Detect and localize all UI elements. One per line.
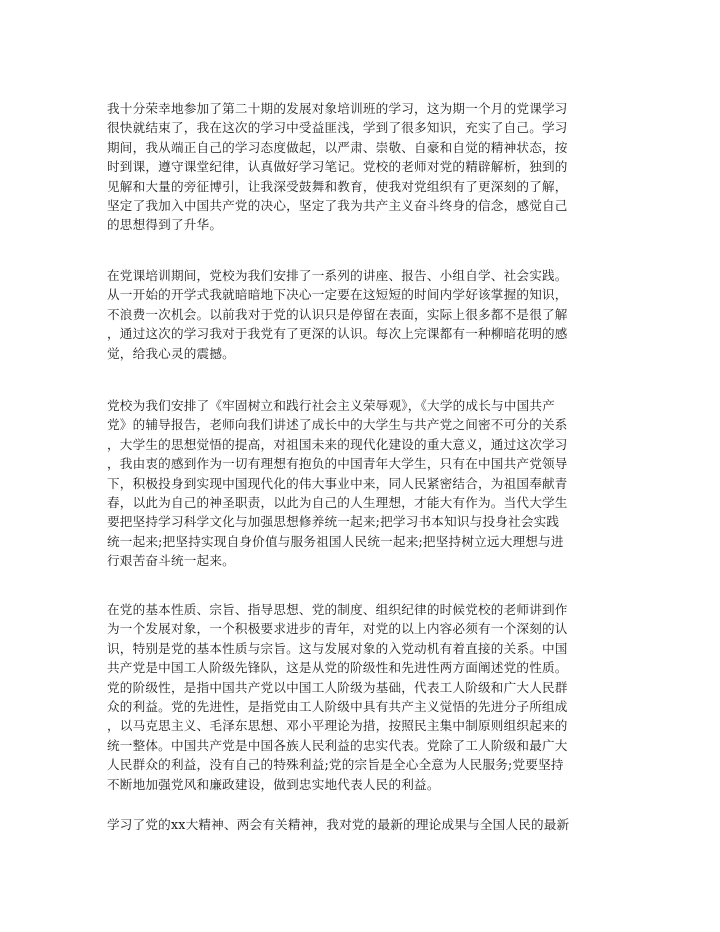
paragraph-4: 在党的基本性质、宗旨、指导思想、党的制度、组织纪律的时候党校的老师讲到作 为一个发展对象，一个积极要求进步的青年，对党的以上内容必须有一个深刻的认 识，特别是党的基本性质与宗旨。这与发展对象的入党动机有着直接的关系。中国 共产党是中国工人阶级先锋队，这是从党的阶级性和先进性两方面阐述党的性质。 党的阶级性，是指中国共产党以中国工人阶级为基础，代表工人阶级和广大人民群 众的利益。党的先进性，是指党由工人阶级中具有共产主义觉悟的先进分子所组成 ，以马克思主义、毛泽东思想、邓小平理论为措，按照民主集中制原则组织起来的 统一整体。中国共产党是中国各族人民利益的忠实代表。党除了工人阶级和最广大 人民群众的利益，没有自己的特殊利益;党的宗旨是全心全意为人民服务;党要坚持 不断地加强党风和廉政建设，做到忠实地代表人民的利益。 bbox=[107, 602, 568, 792]
paragraph-5: 学习了党的xx大精神、两会有关精神，我对党的最新的理论成果与全国人民的最新 bbox=[107, 817, 570, 832]
paragraph-3: 党校为我们安排了《牢固树立和践行社会主义荣辱观》，《大学的成长与中国共产 党》的辅导报告，老师向我们讲述了成长中的大学生与共产党之间密不可分的关系 ，大学生的思想觉悟的提高，对祖国未来的现代化建设的重大意义，通过这次学习 ，我由衷的感到作为一切有理想有抱负的中国青年大学生，只有在中国共产党领导 下，积极投身到实现中国现代化的伟大事业中来，同人民紧密结合，为祖国奉献青 春，以此为自己的神圣职责，以此为自己的人生理想，才能大有作为。当代大学生 要把坚持学习科学文化与加强思想修养统一起来;把学习书本知识与投身社会实践 统一起来;把坚持实现自身价值与服务祖国人民统一起来;把坚持树立远大理想与进 行艰苦奋斗统一起来。 bbox=[107, 398, 568, 569]
paragraph-1: 我十分荣幸地参加了第二十期的发展对象培训班的学习，这为期一个月的党课学习 很快就结束了，我在这次的学习中受益匪浅，学到了很多知识，充实了自己。学习 期间，我从端正自己的学习态度做起，以严肃、崇敬、自豪和自觉的精神状态，按 时到课，遵守课堂纪律，认真做好学习笔记。党校的老师对党的精辟解析，独到的 见解和大量的旁征博引，让我深受鼓舞和教育，使我对党组织有了更深刻的了解， 坚定了我加入中国共产党的决心，坚定了我为共产主义奋斗终身的信念，感觉自己 的思想得到了升华。 bbox=[107, 101, 568, 233]
paragraph-2: 在党课培训期间，党校为我们安排了一系列的讲座、报告、小组自学、社会实践。 从一开始的开学式我就暗暗地下决心一定要在这短短的时间内学好该掌握的知识， 不浪费一次机会。以前我对于党的认识只是停留在表面，实际上很多都不是很了解 ，通过这次的学习我对于我党有了更深的认识。每次上完课都有一种柳暗花明的感 觉，给我心灵的震撼。 bbox=[107, 268, 568, 361]
